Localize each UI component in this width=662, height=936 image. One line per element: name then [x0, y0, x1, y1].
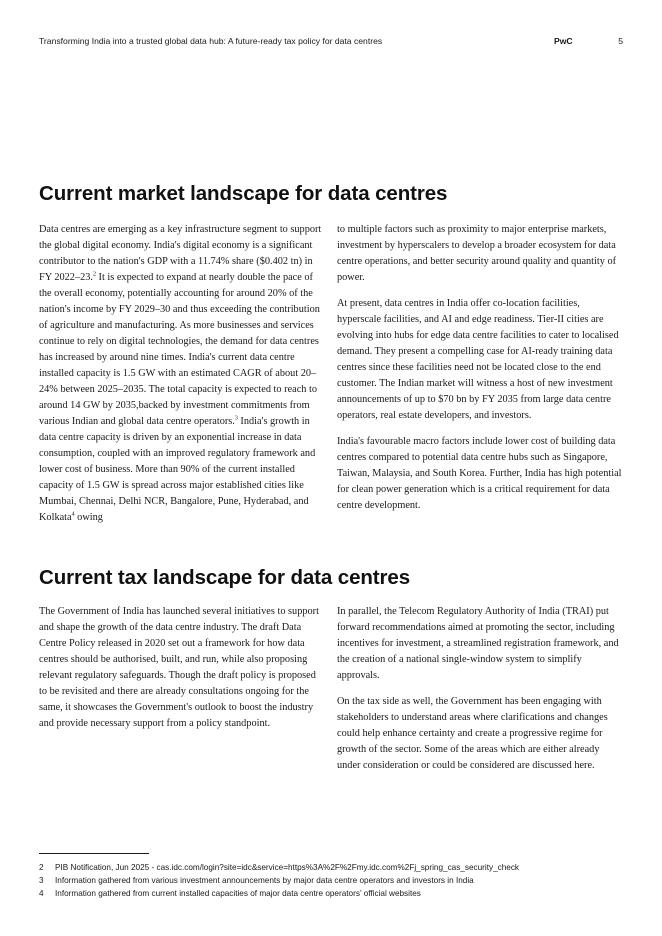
- tax-paragraph: On the tax side as well, the Government has been engaging with stakeholders to understand areas where clarifications and changes could help enhance certainty and create a progressive regime for growth of the sector. Some of the areas which are either already under consideration or could be considered are discussed here.: [337, 696, 608, 771]
- market-text-part: It is expected to expand at nearly double the pace of the overall economy, potentially accounting for around 20% of the nation's income by FY 2029–30 and thus exceeding the contribution of agriculture and manufacturing. As more businesses and services continue to rely on digital technologies, the demand for data centres has increased by around nine times. India's current data centre installed capacity is 1.5 GW with an estimated CAGR of about 20–24% between 2025–2035. The total capacity is expected to reach to around 14 GW by 2035,backed by investment commitments from various Indian and global data centre operators.: [39, 272, 320, 427]
- footnote-text: Information gathered from current installed capacities of major data centre operators’ official websites: [55, 889, 421, 898]
- market-right-column: [337, 222, 623, 524]
- footnote-ref: 2: [92, 271, 96, 278]
- footnote-number: 4: [39, 889, 44, 898]
- market-text-part: India's growth in data centre capacity is driven by an exponential increase in data consumption, coupled with an improved regulatory framework and lower cost of business. More than 90% of the current installed capacity of 1.5 GW is spread across major established cities like Mumbai, Chennai, Delhi NCR, Bangalore, Pune, Hyderabad, and Kolkata: [39, 416, 316, 523]
- footnote-text: PIB Notification, Jun 2025 - cas.idc.com/login?site=idc&service=https%3A%2F%2Fmy.idc.com%2Fj_spring_cas_security_check: [55, 863, 520, 872]
- market-paragraph: to multiple factors such as proximity to major enterprise markets, investment by hyperscalers to develop a broader ecosystem for data centre operations, and better security around quality and quantity of power.: [337, 224, 617, 283]
- market-text-part: owing: [74, 512, 103, 523]
- footnote: [39, 861, 632, 874]
- footnote-divider: [39, 853, 149, 854]
- tax-right-column: [337, 604, 623, 784]
- brand-name: PwC: [554, 36, 573, 46]
- document-title: Transforming India into a trusted global data hub: A future-ready tax policy for data centres: [39, 36, 383, 46]
- footnote-number: 2: [39, 863, 44, 872]
- footnotes: [39, 861, 632, 900]
- page-number: 5: [618, 36, 623, 46]
- market-paragraph: [39, 222, 325, 526]
- footnote-number: 3: [39, 876, 44, 885]
- market-paragraph: At present, data centres in India offer co-location facilities, hyperscale facilities, and AI and edge readiness. Tier-II cities are evolving into hubs for edge data centre facilities to cater to localised demand. They present a compelling case for AI-ready training data centres since these facilities need not be located close to the end customer. The Indian market will witness a host of new investment announcements of up to $70 bn by FY 2035 from large data centre operators, real estate developers, and investors.: [337, 298, 619, 421]
- market-section-heading: Current market landscape for data centres: [39, 182, 448, 205]
- tax-paragraph: In parallel, the Telecom Regulatory Authority of India (TRAI) put forward recommendations aimed at promoting the sector, including incentives for investment, a streamlined registration framework, and the creation of a national single-window system to simplify approvals.: [337, 606, 619, 681]
- footnote-ref: 3: [234, 415, 238, 422]
- footnote-ref: 4: [71, 511, 75, 518]
- footnote: [39, 887, 632, 900]
- tax-section-heading: Current tax landscape for data centres: [39, 566, 411, 589]
- footnote-text: Information gathered from various investment announcements by major data centre operators and investors in India: [55, 876, 474, 885]
- market-left-column: [39, 222, 325, 526]
- tax-left-column: [39, 604, 325, 742]
- market-paragraph: India's favourable macro factors include lower cost of building data centres compared to potential data centre hubs such as Singapore, Taiwan, Malaysia, and South Korea. Further, India has high potential for clean power generation which is a critical requirement for data centre development.: [337, 436, 622, 511]
- market-text-part: Data centres are emerging as a key infrastructure segment to support the global digital economy. India's digital economy is a significant contributor to the nation's GDP with a 11.74% share ($0.402 tn) in FY 2022–23.: [39, 224, 322, 283]
- tax-paragraph: The Government of India has launched several initiatives to support and shape the growth of the data centre industry. The draft Data Centre Policy released in 2020 set out a framework for how data centres should be authorised, built, and run, while also proposing relevant regulatory safeguards. Though the draft policy is proposed to be revisited and there are already consultations ongoing for the same, it showcases the Government's outlook to boost the industry and provide necessary support from a policy standpoint.: [39, 606, 319, 729]
- footnote: [39, 874, 632, 887]
